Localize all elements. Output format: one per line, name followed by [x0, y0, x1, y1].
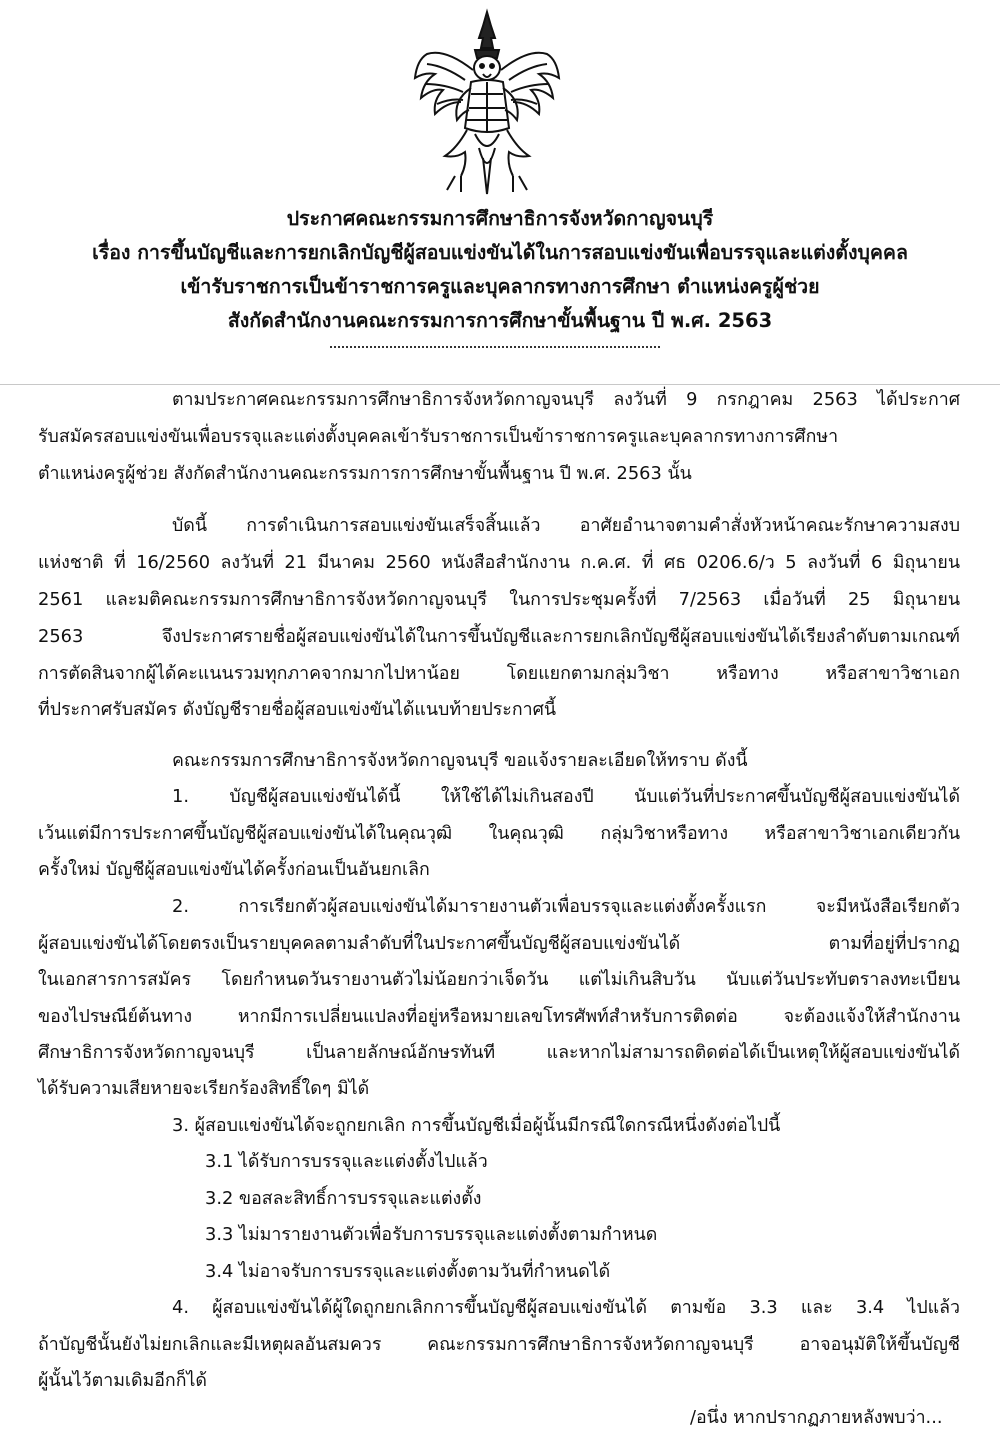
paragraph-line: ในเอกสารการสมัคร โดยกำหนดวันรายงานตัวไม่น้อยกว่าเจ็ดวัน แต่ไม่เกินสิบวัน นับแต่วันประทับตราลงทะเบียน	[38, 969, 960, 990]
paragraph-line: 1. บัญชีผู้สอบแข่งขันได้นี้ ให้ใช้ได้ไม่เกินสองปี นับแต่วันที่ประกาศขึ้นบัญชีผู้สอบแข่งขันได้	[172, 786, 960, 807]
paragraph-line: ที่ประกาศรับสมัคร ดังบัญชีรายชื่อผู้สอบแข่งขันได้แนบท้ายประกาศนี้	[38, 699, 557, 720]
garuda-emblem-icon	[405, 8, 570, 198]
list-item: 3.3 ไม่มารายงานตัวเพื่อรับการบรรจุและแต่งตั้งตามกำหนด	[205, 1224, 658, 1245]
paragraph-line: คณะกรรมการศึกษาธิการจังหวัดกาญจนบุรี ขอแจ้งรายละเอียดให้ทราบ ดังนี้	[172, 750, 748, 771]
scan-edge-line	[0, 384, 1000, 385]
paragraph-line: 2. การเรียกตัวผู้สอบแข่งขันได้มารายงานตัวเพื่อบรรจุและแต่งตั้งครั้งแรก จะมีหนังสือเรียกตัว	[172, 896, 960, 917]
title-line: ประกาศคณะกรรมการศึกษาธิการจังหวัดกาญจนบุรี	[286, 207, 714, 230]
list-heading: 3. ผู้สอบแข่งขันได้จะถูกยกเลิก การขึ้นบัญชีเมื่อผู้นั้นมีกรณีใดกรณีหนึ่งดังต่อไปนี้	[172, 1115, 781, 1136]
list-item: 3.2 ขอสละสิทธิ์การบรรจุและแต่งตั้ง	[205, 1188, 482, 1209]
paragraph-line: บัดนี้ การดำเนินการสอบแข่งขันเสร็จสิ้นแล้ว อาศัยอำนาจตามคำสั่งหัวหน้าคณะรักษาความสงบ	[172, 515, 960, 536]
paragraph-line: ได้รับความเสียหายจะเรียกร้องสิทธิ์ใดๆ มิได้	[38, 1078, 370, 1099]
paragraph-line: ศึกษาธิการจังหวัดกาญจนบุรี เป็นลายลักษณ์อักษรทันที และหากไม่สามารถติดต่อได้เป็นเหตุให้ผู้สอบแข่งขันได้	[38, 1042, 960, 1063]
list-item: 3.1 ได้รับการบรรจุและแต่งตั้งไปแล้ว	[205, 1151, 488, 1172]
paragraph-line: ผู้นั้นไว้ตามเดิมอีกก็ได้	[38, 1370, 207, 1391]
paragraph-line: 2563 จึงประกาศรายชื่อผู้สอบแข่งขันได้ในการขึ้นบัญชีและการยกเลิกบัญชีผู้สอบแข่งขันได้เรียงลำดับตามเกณฑ์	[38, 626, 960, 647]
title-line: สังกัดสำนักงานคณะกรรมการการศึกษาขั้นพื้นฐาน ปี พ.ศ. 2563	[227, 309, 773, 332]
paragraph-line: ครั้งใหม่ บัญชีผู้สอบแข่งขันได้ครั้งก่อนเป็นอันยกเลิก	[38, 859, 430, 880]
paragraph-line: ของไปรษณีย์ต้นทาง หากมีการเปลี่ยนแปลงที่อยู่หรือหมายเลขโทรศัพท์สำหรับการติดต่อ จะต้องแจ้งให้สำนักงาน	[38, 1006, 960, 1027]
title-line: เข้ารับราชการเป็นข้าราชการครูและบุคลากรทางการศึกษา ตำแหน่งครูผู้ช่วย	[180, 275, 820, 298]
paragraph-line: 4. ผู้สอบแข่งขันได้ผู้ใดถูกยกเลิกการขึ้นบัญชีผู้สอบแข่งขันได้ ตามข้อ 3.3 และ 3.4 ไปแล้ว	[172, 1297, 960, 1318]
title-line: เรื่อง การขึ้นบัญชีและการยกเลิกบัญชีผู้สอบแข่งขันได้ในการสอบแข่งขันเพื่อบรรจุและแต่งตั้งบุคคล	[92, 241, 908, 264]
list-item: 3.4 ไม่อาจรับการบรรจุและแต่งตั้งตามวันที่กำหนดได้	[205, 1261, 611, 1282]
continuation-note: /อนึ่ง หากปรากฏภายหลังพบว่า...	[690, 1407, 943, 1428]
paragraph-line: แห่งชาติ ที่ 16/2560 ลงวันที่ 21 มีนาคม 2560 หนังสือสำนักงาน ก.ค.ศ. ที่ ศธ 0206.6/ว 5 ลงวันที่ 6 มิถุนายน	[38, 552, 960, 573]
paragraph-line: เว้นแต่มีการประกาศขึ้นบัญชีผู้สอบแข่งขันได้ในคุณวุฒิ ในคุณวุฒิ กลุ่มวิชาหรือทาง หรือสาขาวิชาเอกเดียวกัน	[38, 823, 960, 844]
paragraph-line: 2561 และมติคณะกรรมการศึกษาธิการจังหวัดกาญจนบุรี ในการประชุมครั้งที่ 7/2563 เมื่อวันที่ 25 มิถุนายน	[38, 589, 960, 610]
paragraph-line: ตำแหน่งครูผู้ช่วย สังกัดสำนักงานคณะกรรมการการศึกษาขั้นพื้นฐาน ปี พ.ศ. 2563 นั้น	[38, 463, 692, 484]
paragraph-line: ผู้สอบแข่งขันได้โดยตรงเป็นรายบุคคลตามลำดับที่ในประกาศขึ้นบัญชีผู้สอบแข่งขันได้ ตามที่อยู่ที่ปรากฏ	[38, 933, 960, 954]
dotted-divider	[330, 346, 660, 348]
announcement-title	[40, 202, 960, 338]
paragraph-line: ถ้าบัญชีนั้นยังไม่ยกเลิกและมีเหตุผลอันสมควร คณะกรรมการศึกษาธิการจังหวัดกาญจนบุรี อาจอนุมัติให้ขึ้นบัญชี	[38, 1334, 960, 1355]
paragraph-line: ตามประกาศคณะกรรมการศึกษาธิการจังหวัดกาญจนบุรี ลงวันที่ 9 กรกฎาคม 2563 ได้ประกาศ	[172, 389, 960, 410]
paragraph-line: การตัดสินจากผู้ได้คะแนนรวมทุกภาคจากมากไปหาน้อย โดยแยกตามกลุ่มวิชา หรือทาง หรือสาขาวิชาเอก	[38, 663, 960, 684]
paragraph-line: รับสมัครสอบแข่งขันเพื่อบรรจุและแต่งตั้งบุคคลเข้ารับราชการเป็นข้าราชการครูและบุคลากรทางการศึกษา	[38, 426, 839, 447]
